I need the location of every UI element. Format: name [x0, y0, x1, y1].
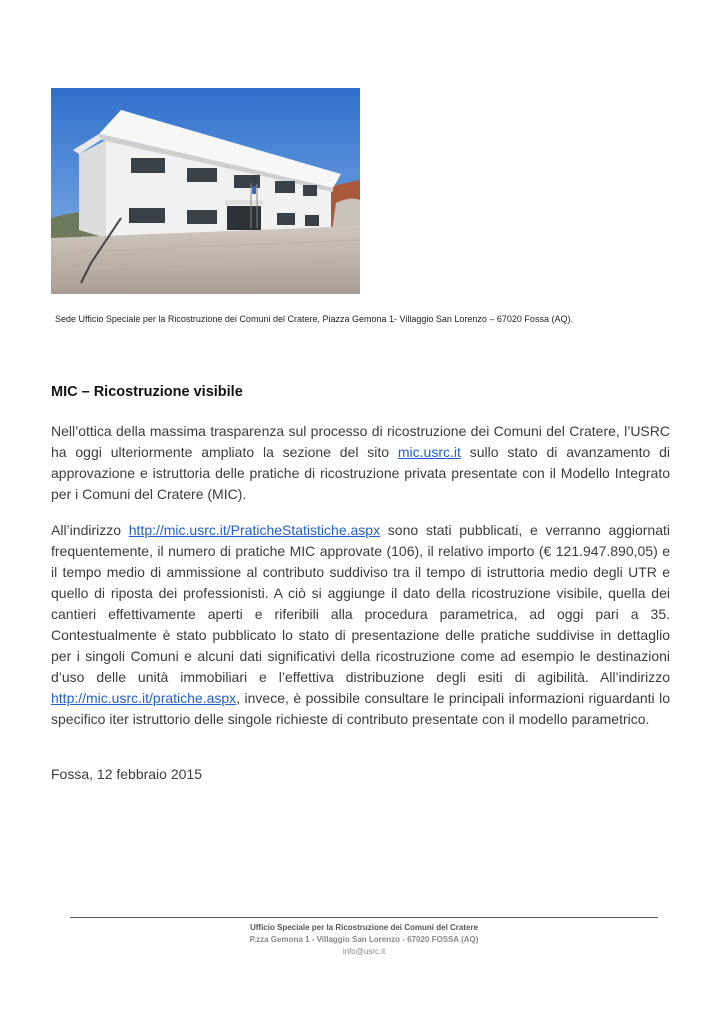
paragraph-intro-text-end: sullo stato di avanzamento di approvazione e istruttoria delle pratiche di ricostruzione privata presentate con il Modello Integrato per i Comuni del Cratere (MIC).	[51, 444, 670, 502]
building-photo-icon	[51, 88, 360, 294]
paragraph-details-middle: sono stati pubblicati, e verranno aggiornati frequentemente, il numero di pratiche MIC approvate (106), il relativo importo (€ 121.947.890,05) e il tempo medio di ammissione al contributo suddiviso tra il tempo di istruttoria medio degli UTR e quello di riposta dei professionisti. A ciò si aggiunge il dato della ricostruzione visibile, quella dei cantieri effettivamente aperti e riferibili alla procedura parametrica, ad oggi pari a 35. Contestualmente è stato pubblicato lo stato di presentazione delle pratiche suddivise in dettaglio per i singoli Comuni e alcuni dati significativi della ricostruzione come ad esempio le destinazioni d’uso delle unità immobiliari e l’effettiva distribuzione degli esiti di agibilità. All’indirizzo	[51, 522, 670, 685]
footer-office-name: Ufficio Speciale per la Ricostruzione dei Comuni del Cratere	[249, 923, 479, 932]
footer-address: P.zza Gemona 1 - Villaggio San Lorenzo - 67020 FOSSA (AQ)	[249, 935, 479, 944]
statistics-link[interactable]: http://mic.usrc.it/PraticheStatistiche.aspx	[128, 522, 381, 538]
paragraph-details	[51, 520, 670, 730]
pratiche-link[interactable]: http://mic.usrc.it/pratiche.aspx	[51, 690, 237, 706]
building-photo	[51, 88, 360, 294]
paragraph-details-end: , invece, è possibile consultare le principali informazioni riguardanti lo specifico iter istruttorio delle singole richieste di contributo presentate con il modello parametrico.	[51, 690, 670, 727]
document-date: Fossa, 12 febbraio 2015	[51, 766, 202, 782]
footer	[70, 922, 658, 958]
paragraph-intro-text: Nell’ottica della massima trasparenza sul processo di ricostruzione dei Comuni del Cratere, l’USRC ha oggi ulteriormente ampliato la sezione del sito	[51, 423, 670, 460]
footer-email: info@usrc.it	[342, 947, 386, 956]
mic-site-link[interactable]: mic.usrc.it	[397, 444, 461, 460]
photo-caption: Sede Ufficio Speciale per la Ricostruzione dei Comuni del Cratere, Piazza Gemona 1- Villaggio San Lorenzo – 67020 Fossa (AQ).	[55, 314, 573, 324]
section-heading: MIC – Ricostruzione visibile	[51, 384, 243, 400]
footer-divider	[70, 917, 658, 918]
paragraph-intro	[51, 421, 670, 505]
paragraph-details-start: All’indirizzo	[51, 522, 129, 538]
